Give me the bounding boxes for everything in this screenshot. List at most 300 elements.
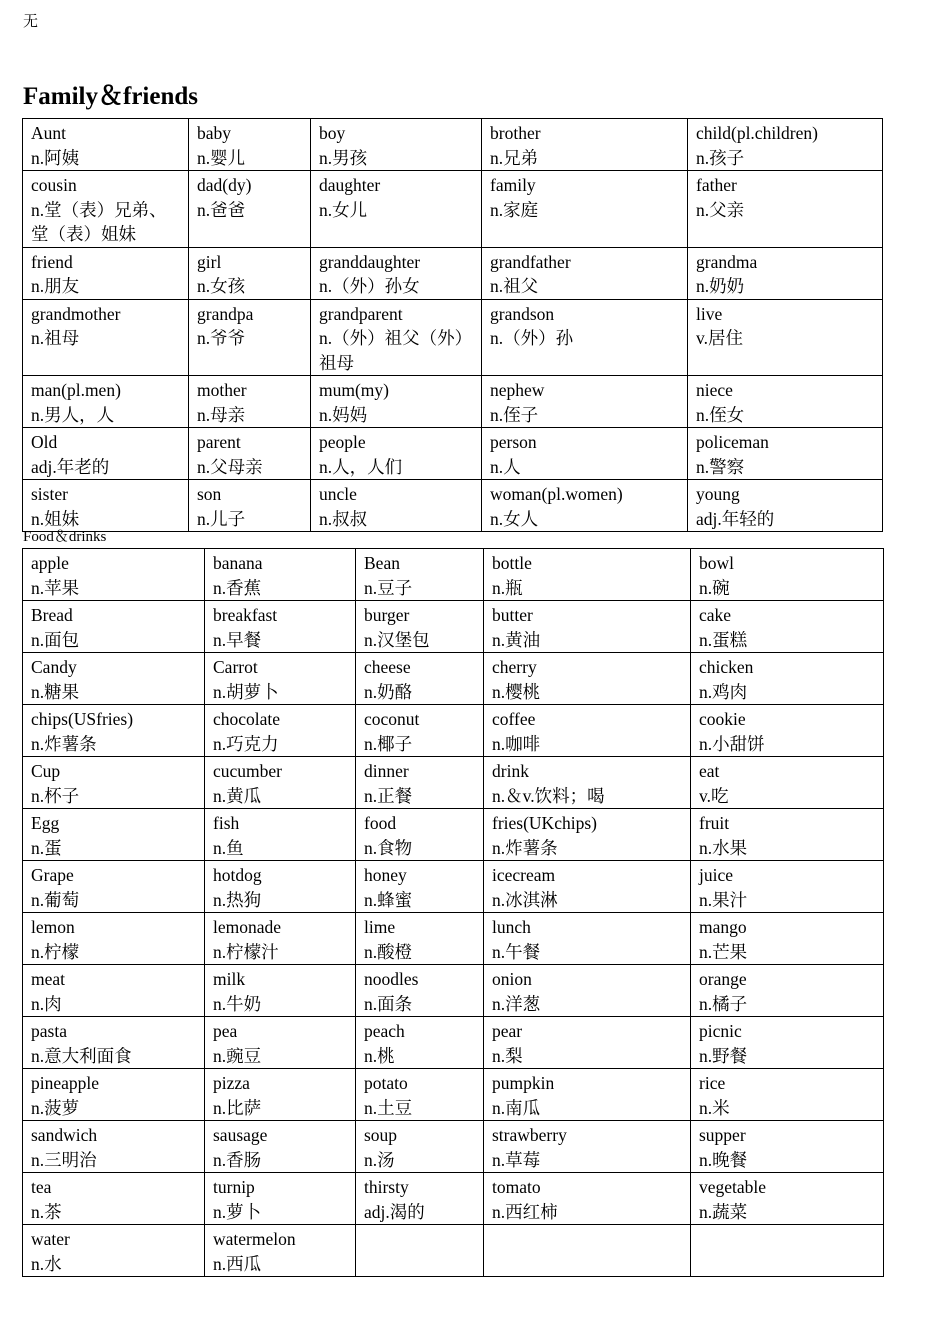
vocab-cell xyxy=(311,428,482,480)
vocab-cell xyxy=(205,1173,356,1225)
vocab-cell xyxy=(691,1069,884,1121)
vocab-meaning: n.肉 xyxy=(31,993,62,1014)
vocab-cell xyxy=(691,705,884,757)
vocab-cell xyxy=(482,299,688,376)
food-table-body xyxy=(23,549,884,1277)
vocab-cell xyxy=(205,1069,356,1121)
vocab-word: cousin xyxy=(31,175,77,195)
vocab-cell xyxy=(205,965,356,1017)
vocab-cell xyxy=(205,1225,356,1277)
vocab-meaning: n.妈妈 xyxy=(319,404,368,425)
vocab-cell xyxy=(484,1225,691,1277)
vocab-word: honey xyxy=(364,865,407,885)
table-row xyxy=(23,119,883,171)
vocab-cell xyxy=(23,247,189,299)
vocab-word: daughter xyxy=(319,175,381,195)
vocab-word: man(pl.men) xyxy=(31,380,121,400)
vocab-cell xyxy=(23,1225,205,1277)
vocab-word: grandson xyxy=(490,303,555,324)
vocab-cell xyxy=(311,247,482,299)
table-row xyxy=(23,913,884,965)
vocab-meaning: n.土豆 xyxy=(364,1097,413,1118)
vocab-meaning: n.南瓜 xyxy=(492,1097,541,1118)
vocab-word: tomato xyxy=(492,1177,541,1197)
vocab-word: mango xyxy=(699,917,747,937)
table-row xyxy=(23,480,883,532)
vocab-word: boy xyxy=(319,123,346,143)
vocab-meaning: n.柠檬 xyxy=(31,941,80,962)
vocab-cell xyxy=(484,601,691,653)
vocab-meaning: n.葡萄 xyxy=(31,889,80,910)
vocab-meaning: n.巧克力 xyxy=(213,733,279,754)
vocab-cell xyxy=(356,549,484,601)
vocab-cell xyxy=(356,1121,484,1173)
vocab-cell xyxy=(23,965,205,1017)
vocab-word: meat xyxy=(31,969,66,989)
vocab-word: baby xyxy=(197,123,232,143)
vocab-word: vegetable xyxy=(699,1177,767,1197)
vocab-cell xyxy=(205,913,356,965)
vocab-cell xyxy=(23,119,189,171)
vocab-word: bowl xyxy=(699,553,734,573)
vocab-meaning: n.祖父 xyxy=(490,276,539,296)
vocab-word: supper xyxy=(699,1125,746,1145)
table-row xyxy=(23,171,883,248)
vocab-word: potato xyxy=(364,1073,408,1093)
vocab-meaning: n.果汁 xyxy=(699,889,748,910)
vocab-cell xyxy=(484,1069,691,1121)
vocab-word: sandwich xyxy=(31,1125,98,1145)
vocab-word: mother xyxy=(197,380,247,400)
vocab-word: chocolate xyxy=(213,709,281,729)
vocab-word: grandpa xyxy=(197,303,254,324)
vocab-meaning: n.人，人们 xyxy=(319,456,403,477)
vocab-cell xyxy=(691,965,884,1017)
header-note: 无 xyxy=(23,14,39,30)
vocab-meaning: n.热狗 xyxy=(213,889,262,910)
vocab-word: Candy xyxy=(31,657,77,677)
vocab-cell xyxy=(23,428,189,480)
vocab-cell xyxy=(205,1017,356,1069)
vocab-word: granddaughter xyxy=(319,251,421,272)
vocab-meaning: n.菠萝 xyxy=(31,1097,80,1118)
table-row xyxy=(23,376,883,428)
vocab-meaning: n.女人 xyxy=(490,508,539,529)
vocab-word: fish xyxy=(213,813,240,833)
vocab-cell xyxy=(356,913,484,965)
vocab-cell xyxy=(205,809,356,861)
vocab-cell xyxy=(356,809,484,861)
vocab-cell xyxy=(23,171,189,248)
vocab-word: cookie xyxy=(699,709,746,729)
vocab-meaning: n.（外）祖父（外）祖母 xyxy=(319,328,473,373)
vocab-cell xyxy=(484,965,691,1017)
vocab-cell xyxy=(356,653,484,705)
vocab-meaning: n.蛋糕 xyxy=(699,629,748,650)
vocab-meaning: n.蛋 xyxy=(31,837,62,858)
vocab-cell xyxy=(356,1225,484,1277)
vocab-meaning: n.豌豆 xyxy=(213,1045,262,1066)
vocab-meaning: n.水 xyxy=(31,1253,62,1274)
vocab-meaning: n.阿姨 xyxy=(31,147,80,168)
vocab-word: grandfather xyxy=(490,251,571,272)
vocab-cell xyxy=(688,428,883,480)
vocab-meaning: n.酸橙 xyxy=(364,941,413,962)
vocab-cell xyxy=(691,653,884,705)
vocab-meaning: n.咖啡 xyxy=(492,733,541,754)
vocab-meaning: n.香肠 xyxy=(213,1149,262,1170)
vocab-cell xyxy=(23,376,189,428)
vocab-word: chicken xyxy=(699,657,754,677)
vocab-word: rice xyxy=(699,1073,726,1093)
vocab-cell xyxy=(688,299,883,376)
vocab-cell xyxy=(691,861,884,913)
vocab-cell xyxy=(484,549,691,601)
vocab-cell xyxy=(205,705,356,757)
vocab-word: niece xyxy=(696,380,733,400)
vocab-meaning: n.奶酪 xyxy=(364,681,413,702)
vocab-word: fruit xyxy=(699,813,730,833)
vocab-meaning: n.汉堡包 xyxy=(364,629,430,650)
vocab-meaning: n.梨 xyxy=(492,1045,523,1066)
vocab-cell xyxy=(484,809,691,861)
vocab-word: juice xyxy=(699,865,734,885)
vocab-word: grandparent xyxy=(319,303,403,324)
vocab-word: lemon xyxy=(31,917,75,937)
vocab-word: water xyxy=(31,1229,70,1249)
vocab-word: person xyxy=(490,432,537,452)
vocab-meaning: n.祖母 xyxy=(31,328,80,348)
vocab-word: soup xyxy=(364,1125,398,1145)
vocab-meaning: n.婴儿 xyxy=(197,147,246,168)
vocab-meaning: n.黄瓜 xyxy=(213,785,262,806)
vocab-cell xyxy=(356,1173,484,1225)
vocab-word: cheese xyxy=(364,657,411,677)
vocab-word: mum(my) xyxy=(319,380,389,400)
vocab-word: coffee xyxy=(492,709,536,729)
vocab-meaning: n.米 xyxy=(699,1097,730,1118)
food-vocab-table xyxy=(22,548,884,1277)
vocab-cell xyxy=(23,299,189,376)
vocab-meaning: n.糖果 xyxy=(31,681,80,702)
section-title-family: Family＆friends xyxy=(23,83,198,110)
vocab-cell xyxy=(189,247,311,299)
vocab-meaning: n.晚餐 xyxy=(699,1149,748,1170)
vocab-meaning: n.小甜饼 xyxy=(699,733,765,754)
vocab-meaning: n.樱桃 xyxy=(492,681,541,702)
vocab-meaning: n.豆子 xyxy=(364,577,413,598)
vocab-word: fries(UKchips) xyxy=(492,813,597,833)
vocab-cell xyxy=(688,119,883,171)
vocab-word: cake xyxy=(699,605,732,625)
vocab-word: Carrot xyxy=(213,657,258,677)
vocab-meaning: n.（外）孙女 xyxy=(319,276,420,296)
vocab-word: tea xyxy=(31,1177,52,1197)
vocab-meaning: n.父母亲 xyxy=(197,456,263,477)
vocab-meaning: n.叔叔 xyxy=(319,508,368,529)
vocab-cell xyxy=(205,861,356,913)
vocab-cell xyxy=(356,601,484,653)
vocab-cell xyxy=(189,119,311,171)
vocab-word: lemonade xyxy=(213,917,282,937)
section-title-food: Food＆drinks xyxy=(23,529,107,545)
table-row xyxy=(23,1225,884,1277)
vocab-meaning: n.黄油 xyxy=(492,629,541,650)
vocab-cell xyxy=(691,913,884,965)
vocab-cell xyxy=(311,376,482,428)
vocab-word: lime xyxy=(364,917,396,937)
vocab-meaning: n.柠檬汁 xyxy=(213,941,279,962)
vocab-word: watermelon xyxy=(213,1229,296,1249)
vocab-meaning: n.洋葱 xyxy=(492,993,541,1014)
vocab-meaning: n.侄子 xyxy=(490,404,539,425)
table-row xyxy=(23,861,884,913)
vocab-word: milk xyxy=(213,969,246,989)
vocab-meaning: n.男人，人 xyxy=(31,404,115,425)
vocab-word: friend xyxy=(31,251,73,272)
table-row xyxy=(23,705,884,757)
vocab-meaning: n.朋友 xyxy=(31,276,80,296)
vocab-word: Old xyxy=(31,432,58,452)
vocab-word: nephew xyxy=(490,380,545,400)
vocab-cell xyxy=(688,376,883,428)
vocab-cell xyxy=(189,428,311,480)
vocab-cell xyxy=(23,480,189,532)
vocab-word: drink xyxy=(492,761,529,781)
vocab-meaning: n.女儿 xyxy=(319,199,368,220)
vocab-cell xyxy=(484,757,691,809)
vocab-cell xyxy=(484,705,691,757)
vocab-cell xyxy=(356,1017,484,1069)
vocab-word: father xyxy=(696,175,737,195)
vocab-cell xyxy=(189,171,311,248)
vocab-cell xyxy=(23,1017,205,1069)
vocab-meaning: n.午餐 xyxy=(492,941,541,962)
vocab-word: brother xyxy=(490,123,541,143)
vocab-word: grandma xyxy=(696,251,758,272)
vocab-meaning: n.鱼 xyxy=(213,837,244,858)
vocab-word: grandmother xyxy=(31,303,121,324)
vocab-meaning: n.早餐 xyxy=(213,629,262,650)
vocab-cell xyxy=(356,757,484,809)
vocab-cell xyxy=(691,1121,884,1173)
vocab-word: banana xyxy=(213,553,263,573)
vocab-cell xyxy=(205,1121,356,1173)
table-row xyxy=(23,299,883,376)
vocab-word: family xyxy=(490,175,536,195)
table-row xyxy=(23,1017,884,1069)
vocab-meaning: n.汤 xyxy=(364,1149,395,1170)
vocab-word: food xyxy=(364,813,397,833)
vocab-meaning: n.瓶 xyxy=(492,577,523,598)
vocab-meaning: adj.渴的 xyxy=(364,1201,425,1222)
vocab-meaning: n.堂（表）兄弟、堂（表）姐妹 xyxy=(31,199,167,244)
vocab-meaning: n.（外）孙 xyxy=(490,328,574,348)
vocab-cell xyxy=(482,480,688,532)
vocab-meaning: n.孩子 xyxy=(696,147,745,168)
vocab-meaning: n.侄女 xyxy=(696,404,745,425)
vocab-meaning: n.西瓜 xyxy=(213,1253,262,1274)
vocab-word: cucumber xyxy=(213,761,282,781)
vocab-meaning: n.儿子 xyxy=(197,508,246,529)
table-row xyxy=(23,428,883,480)
vocab-cell xyxy=(23,549,205,601)
vocab-meaning: n.水果 xyxy=(699,837,748,858)
vocab-cell xyxy=(205,549,356,601)
vocab-meaning: n.人 xyxy=(490,456,521,477)
vocab-cell xyxy=(23,913,205,965)
vocab-meaning: n.芒果 xyxy=(699,941,748,962)
vocab-word: people xyxy=(319,432,366,452)
vocab-word: son xyxy=(197,484,222,504)
vocab-word: noodles xyxy=(364,969,419,989)
vocab-cell xyxy=(311,480,482,532)
vocab-cell xyxy=(688,480,883,532)
vocab-meaning: n.西红柿 xyxy=(492,1201,558,1222)
vocab-meaning: n.面包 xyxy=(31,629,80,650)
vocab-meaning: n.比萨 xyxy=(213,1097,262,1118)
vocab-word: Egg xyxy=(31,813,60,833)
vocab-cell xyxy=(23,809,205,861)
vocab-cell xyxy=(482,376,688,428)
vocab-meaning: n.警察 xyxy=(696,456,745,477)
table-row xyxy=(23,247,883,299)
vocab-word: parent xyxy=(197,432,241,452)
vocab-word: live xyxy=(696,303,723,324)
vocab-meaning: n.蜂蜜 xyxy=(364,889,413,910)
vocab-word: pumpkin xyxy=(492,1073,555,1093)
vocab-word: Cup xyxy=(31,761,61,781)
vocab-meaning: n.意大利面食 xyxy=(31,1045,132,1066)
vocab-cell xyxy=(484,1121,691,1173)
vocab-cell xyxy=(688,171,883,248)
table-row xyxy=(23,757,884,809)
vocab-cell xyxy=(482,119,688,171)
vocab-meaning: n.橘子 xyxy=(699,993,748,1014)
vocab-meaning: n.父亲 xyxy=(696,199,745,220)
vocab-cell xyxy=(189,299,311,376)
vocab-cell xyxy=(482,171,688,248)
vocab-cell xyxy=(356,861,484,913)
vocab-meaning: n.食物 xyxy=(364,837,413,858)
vocab-meaning: n.茶 xyxy=(31,1201,62,1222)
vocab-cell xyxy=(484,913,691,965)
vocab-word: Aunt xyxy=(31,123,66,143)
vocab-word: woman(pl.women) xyxy=(490,484,623,504)
vocab-word: Grape xyxy=(31,865,74,885)
vocab-word: peach xyxy=(364,1021,405,1041)
vocab-word: hotdog xyxy=(213,865,262,885)
vocab-meaning: n.三明治 xyxy=(31,1149,97,1170)
vocab-cell xyxy=(691,549,884,601)
vocab-word: turnip xyxy=(213,1177,255,1197)
vocab-cell xyxy=(23,861,205,913)
vocab-meaning: n.家庭 xyxy=(490,199,539,220)
vocab-word: onion xyxy=(492,969,532,989)
vocab-cell xyxy=(23,653,205,705)
vocab-meaning: n.鸡肉 xyxy=(699,681,748,702)
vocab-meaning: n.苹果 xyxy=(31,577,80,598)
vocab-cell xyxy=(311,299,482,376)
vocab-cell xyxy=(691,1173,884,1225)
table-row xyxy=(23,1069,884,1121)
vocab-word: pineapple xyxy=(31,1073,100,1093)
table-row xyxy=(23,1121,884,1173)
table-row xyxy=(23,965,884,1017)
vocab-meaning: n.蔬菜 xyxy=(699,1201,748,1222)
vocab-word: thirsty xyxy=(364,1177,409,1197)
vocab-cell xyxy=(23,1173,205,1225)
vocab-cell xyxy=(205,757,356,809)
vocab-cell xyxy=(189,376,311,428)
vocab-word: uncle xyxy=(319,484,357,504)
vocab-word: dinner xyxy=(364,761,409,781)
vocab-meaning: n.女孩 xyxy=(197,276,246,296)
vocab-cell xyxy=(691,809,884,861)
vocab-word: eat xyxy=(699,761,720,781)
vocab-meaning: n.香蕉 xyxy=(213,577,262,598)
vocab-cell xyxy=(482,247,688,299)
vocab-word: child(pl.children) xyxy=(696,123,818,143)
vocab-meaning: n.椰子 xyxy=(364,733,413,754)
vocab-cell xyxy=(482,428,688,480)
vocab-cell xyxy=(311,171,482,248)
table-row xyxy=(23,601,884,653)
vocab-meaning: n.桃 xyxy=(364,1045,395,1066)
vocab-cell xyxy=(691,757,884,809)
vocab-meaning: n.兄弟 xyxy=(490,147,539,168)
vocab-word: dad(dy) xyxy=(197,175,252,195)
vocab-word: policeman xyxy=(696,432,769,452)
vocab-cell xyxy=(205,601,356,653)
vocab-word: lunch xyxy=(492,917,531,937)
vocab-word: sausage xyxy=(213,1125,268,1145)
vocab-meaning: n.炸薯条 xyxy=(31,733,97,754)
vocab-meaning: n.面条 xyxy=(364,993,413,1014)
vocab-cell xyxy=(484,1173,691,1225)
vocab-word: pizza xyxy=(213,1073,250,1093)
vocab-cell xyxy=(484,653,691,705)
vocab-meaning: n.牛奶 xyxy=(213,993,262,1014)
vocab-word: coconut xyxy=(364,709,420,729)
vocab-meaning: n.奶奶 xyxy=(696,276,745,296)
vocab-cell xyxy=(691,1017,884,1069)
vocab-meaning: n.母亲 xyxy=(197,404,246,425)
vocab-word: chips(USfries) xyxy=(31,709,134,729)
vocab-meaning: adj.年轻的 xyxy=(696,508,775,529)
vocab-cell xyxy=(484,1017,691,1069)
vocab-word: bottle xyxy=(492,553,532,573)
table-row xyxy=(23,549,884,601)
vocab-cell xyxy=(189,480,311,532)
vocab-cell xyxy=(23,757,205,809)
vocab-meaning: n.正餐 xyxy=(364,785,413,806)
vocab-meaning: n.爷爷 xyxy=(197,328,246,348)
vocab-cell xyxy=(691,601,884,653)
vocab-cell xyxy=(23,601,205,653)
vocab-word: girl xyxy=(197,251,222,272)
vocab-word: orange xyxy=(699,969,747,989)
vocab-word: picnic xyxy=(699,1021,742,1041)
vocab-cell xyxy=(356,705,484,757)
vocab-word: cherry xyxy=(492,657,537,677)
vocab-meaning: n.草莓 xyxy=(492,1149,541,1170)
vocab-cell xyxy=(688,247,883,299)
vocab-cell xyxy=(23,705,205,757)
vocab-meaning: n.＆v.饮料；喝 xyxy=(492,785,605,806)
vocab-cell xyxy=(484,861,691,913)
vocab-meaning: n.爸爸 xyxy=(197,199,246,220)
